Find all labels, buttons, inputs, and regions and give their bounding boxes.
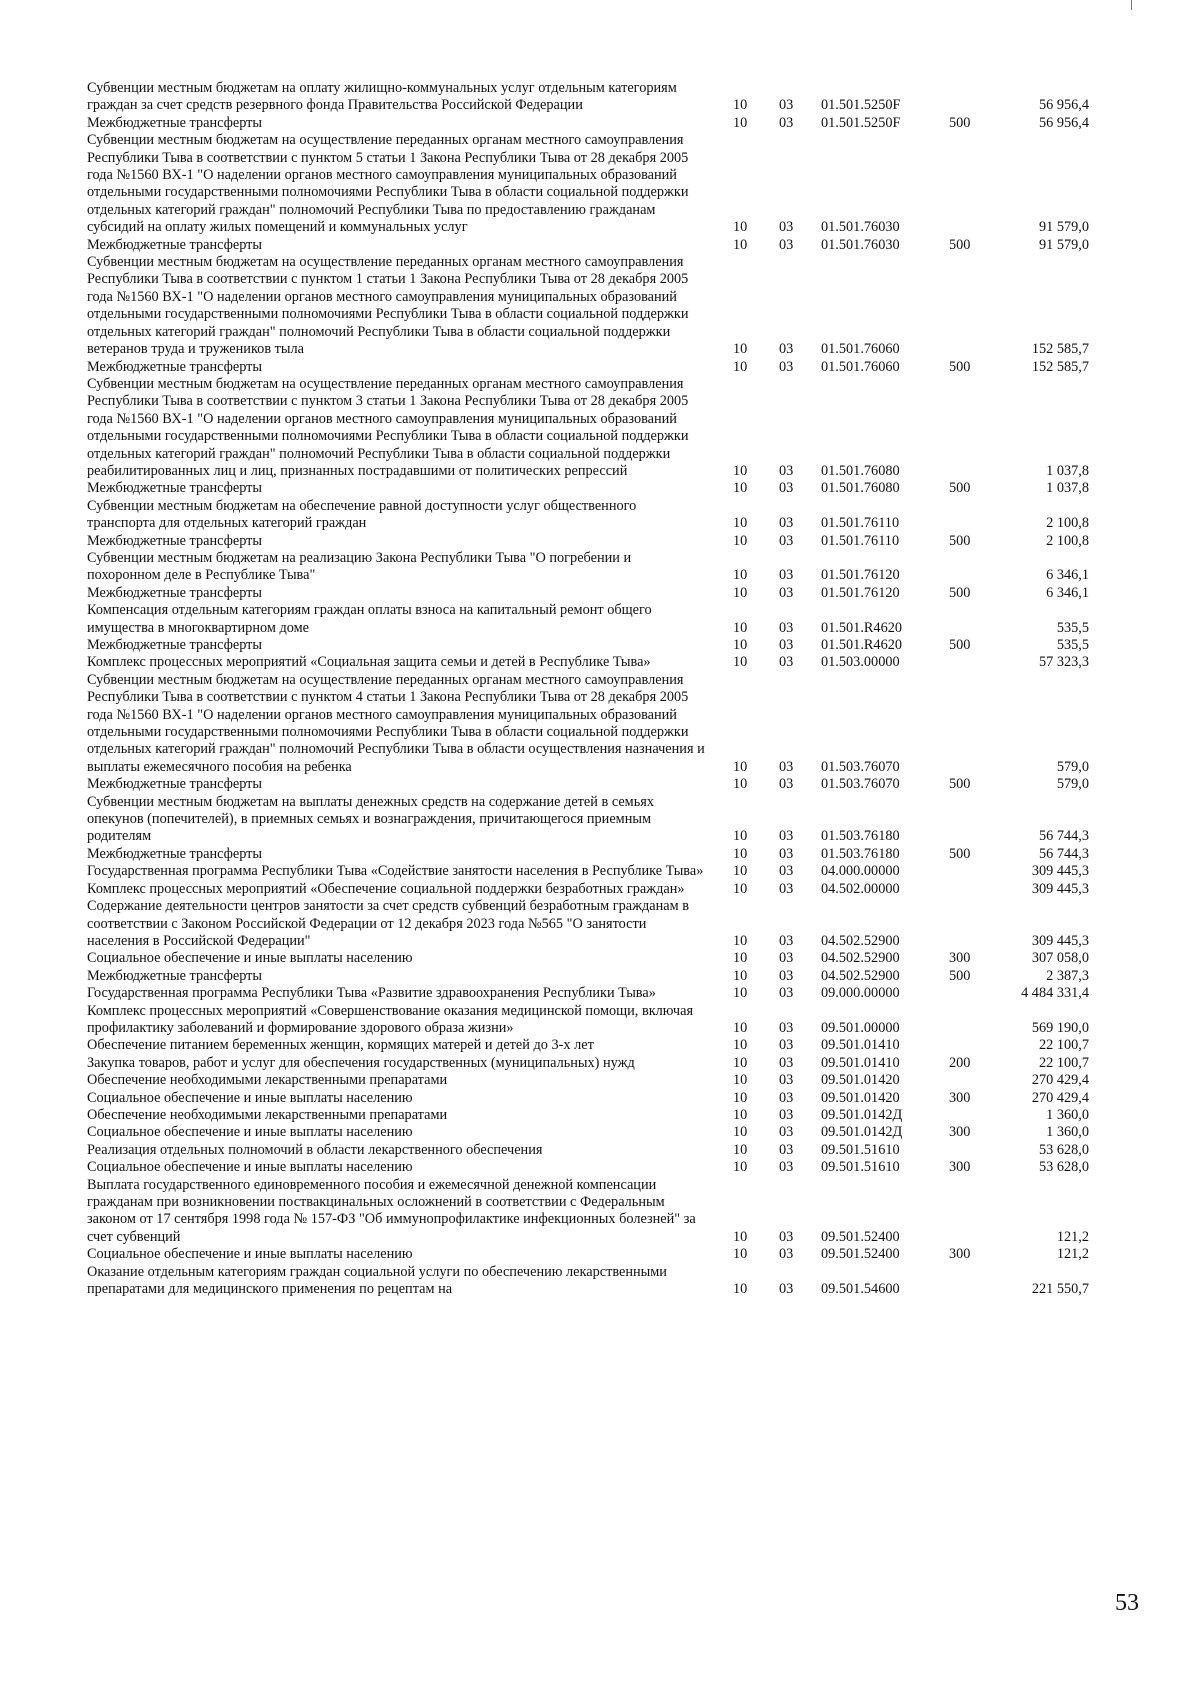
- amount: 22 100,7: [1038, 1054, 1089, 1071]
- row-description: Субвенции местным бюджетам на реализацию Закона Республики Тыва "О погребении и похоронном деле в Республике Тыва": [87, 549, 632, 584]
- amount: 1 037,8: [1046, 462, 1089, 479]
- subsection-code: 03: [779, 776, 794, 793]
- target-article-code: 09.501.54600: [821, 1281, 900, 1298]
- subsection-code: 03: [779, 1019, 794, 1036]
- row-description: Межбюджетные трансферты: [87, 480, 263, 497]
- row-description: Оказание отдельным категориям граждан социальной услуги по обеспечению лекарственными препаратами для медицинского применения по рецептам на: [87, 1263, 667, 1298]
- target-article-code: 09.000.00000: [821, 985, 900, 1002]
- amount: 121,2: [1056, 1246, 1089, 1263]
- row-description: Межбюджетные трансферты: [87, 637, 263, 653]
- table-row: [87, 950, 1127, 967]
- section-code: 10: [733, 1072, 748, 1089]
- section-code: 10: [733, 1019, 748, 1036]
- section-code: 10: [733, 1124, 748, 1141]
- budget-table: [87, 80, 1127, 1298]
- row-description: Комплекс процессных мероприятий «Обеспечение социальной поддержки безработных граждан»: [87, 880, 685, 897]
- section-code: 10: [733, 863, 748, 880]
- section-code: 10: [733, 114, 748, 131]
- subsection-code: 03: [779, 985, 794, 1002]
- amount: 6 346,1: [1046, 584, 1089, 601]
- row-description: Содержание деятельности центров занятости за счет средств субвенций безработным гражданам в соответствии с Законом Российской Федерации от 12 декабря 2023 года №565 "О занятости населения в Российской Федерации": [87, 898, 689, 949]
- subsection-code: 03: [779, 358, 794, 375]
- target-article-code: 01.503.76070: [821, 776, 900, 793]
- row-description: Социальное обеспечение и иные выплаты населению: [87, 1246, 413, 1263]
- subsection-code: 03: [779, 880, 794, 897]
- row-description: Межбюджетные трансферты: [87, 845, 263, 862]
- table-row: [87, 863, 1127, 880]
- target-article-code: 01.501.76110: [821, 515, 900, 532]
- row-description: Компенсация отдельным категориям граждан оплаты взноса на капитальный ремонт общего имущества в многоквартирном доме: [87, 602, 652, 636]
- table-row: [87, 1177, 1127, 1247]
- table-row: [87, 254, 1127, 358]
- scan-edge-mark: [1131, 0, 1132, 10]
- amount: 535,5: [1056, 619, 1089, 636]
- amount: 91 579,0: [1038, 236, 1089, 253]
- subsection-code: 03: [779, 1141, 794, 1158]
- row-description: Межбюджетные трансферты: [87, 584, 263, 601]
- row-description: Социальное обеспечение и иные выплаты населению: [87, 950, 413, 967]
- section-code: 10: [733, 567, 748, 584]
- target-article-code: 01.501.76080: [821, 462, 900, 479]
- subsection-code: 03: [779, 1159, 794, 1176]
- table-row: [87, 1055, 1127, 1072]
- section-code: 10: [733, 758, 748, 775]
- amount: 309 445,3: [1031, 880, 1089, 897]
- table-row: [87, 115, 1127, 132]
- amount: 270 429,4: [1031, 1072, 1089, 1089]
- row-description: Обеспечение питанием беременных женщин, кормящих матерей и детей до 3-х лет: [87, 1037, 594, 1054]
- amount: 309 445,3: [1031, 863, 1089, 880]
- table-row: [87, 1124, 1127, 1141]
- target-article-code: 09.501.0142Д: [821, 1106, 903, 1123]
- expense-type-code: 300: [949, 1124, 971, 1141]
- table-row: [87, 237, 1127, 254]
- expense-type-code: 500: [949, 584, 971, 601]
- expense-type-code: 200: [949, 1054, 971, 1071]
- row-description: Межбюджетные трансферты: [87, 114, 263, 131]
- amount: 121,2: [1056, 1228, 1089, 1245]
- subsection-code: 03: [779, 637, 794, 653]
- row-description: Субвенции местным бюджетам на осуществление переданных органам местного самоуправления Республики Тыва в соответствии с пунктом 5 статьи 1 Закона Республики Тыва от 28 декабря 2005 года №1560 ВХ-1 "О наделении органов местного самоуправления муниципальных образований отдельными государственными полномочиями Республики Тыва в области социальной поддержки отдельных категорий граждан" полномочий Республики Тыва по предоставлению гражданам субсидий на оплату жилых помещений и коммунальных услуг: [87, 132, 689, 236]
- section-code: 10: [733, 637, 748, 653]
- row-description: Реализация отдельных полномочий в области лекарственного обеспечения: [87, 1141, 543, 1158]
- target-article-code: 09.501.01410: [821, 1054, 900, 1071]
- target-article-code: 09.501.01420: [821, 1089, 900, 1106]
- subsection-code: 03: [779, 97, 794, 114]
- target-article-code: 01.501.5250F: [821, 114, 901, 131]
- table-row: [87, 985, 1127, 1002]
- subsection-code: 03: [779, 1281, 794, 1298]
- section-code: 10: [733, 932, 748, 949]
- table-row: [87, 898, 1127, 950]
- subsection-code: 03: [779, 1106, 794, 1123]
- table-row: [87, 776, 1127, 793]
- target-article-code: 09.501.51610: [821, 1141, 900, 1158]
- section-code: 10: [733, 219, 748, 236]
- target-article-code: 04.502.52900: [821, 967, 900, 984]
- row-description: Комплекс процессных мероприятий «Социальная защита семьи и детей в Республике Тыва»: [87, 654, 651, 671]
- table-row: [87, 1246, 1127, 1263]
- table-row: [87, 1037, 1127, 1054]
- subsection-code: 03: [779, 619, 794, 636]
- subsection-code: 03: [779, 828, 794, 845]
- target-article-code: 01.501.R4620: [821, 637, 903, 653]
- table-row: [87, 498, 1127, 533]
- target-article-code: 01.501.76110: [821, 532, 900, 549]
- amount: 309 445,3: [1031, 932, 1089, 949]
- table-row: [87, 359, 1127, 376]
- target-article-code: 01.501.76080: [821, 480, 900, 497]
- section-code: 10: [733, 654, 748, 671]
- row-description: Государственная программа Республики Тыва «Содействие занятости населения в Республике Тыва»: [87, 863, 704, 880]
- amount: 307 058,0: [1031, 950, 1089, 967]
- table-row: [87, 1003, 1127, 1038]
- target-article-code: 09.501.52400: [821, 1246, 900, 1263]
- table-row: [87, 881, 1127, 898]
- row-description: Социальное обеспечение и иные выплаты населению: [87, 1124, 413, 1141]
- target-article-code: 01.503.76180: [821, 845, 900, 862]
- table-row: [87, 1264, 1127, 1299]
- target-article-code: 09.501.00000: [821, 1019, 900, 1036]
- amount: 91 579,0: [1038, 219, 1089, 236]
- subsection-code: 03: [779, 1037, 794, 1054]
- section-code: 10: [733, 950, 748, 967]
- section-code: 10: [733, 880, 748, 897]
- table-row: [87, 846, 1127, 863]
- section-code: 10: [733, 97, 748, 114]
- row-description: Субвенции местным бюджетам на осуществление переданных органам местного самоуправления Республики Тыва в соответствии с пунктом 1 статьи 1 Закона Республики Тыва от 28 декабря 2005 года №1560 ВХ-1 "О наделении органов местного самоуправления муниципальных образований отдельными государственными полномочиями Республики Тыва в области социальной поддержки отдельных категорий граждан" полномочий Республики Тыва в области социальной поддержки ветеранов труда и тружеников тыла: [87, 254, 689, 358]
- amount: 56 956,4: [1038, 114, 1089, 131]
- subsection-code: 03: [779, 1089, 794, 1106]
- expense-type-code: 300: [949, 1089, 971, 1106]
- target-article-code: 01.503.76070: [821, 758, 900, 775]
- section-code: 10: [733, 1141, 748, 1158]
- amount: 53 628,0: [1038, 1159, 1089, 1176]
- page-number: 53: [1115, 1590, 1139, 1616]
- amount: 4 484 331,4: [1021, 985, 1089, 1002]
- subsection-code: 03: [779, 1072, 794, 1089]
- section-code: 10: [733, 967, 748, 984]
- row-description: Социальное обеспечение и иные выплаты населению: [87, 1159, 413, 1176]
- subsection-code: 03: [779, 236, 794, 253]
- table-row: [87, 550, 1127, 585]
- row-description: Закупка товаров, работ и услуг для обеспечения государственных (муниципальных) нужд: [87, 1054, 635, 1071]
- table-row: [87, 968, 1127, 985]
- section-code: 10: [733, 776, 748, 793]
- expense-type-code: 500: [949, 532, 971, 549]
- amount: 56 744,3: [1038, 828, 1089, 845]
- row-description: Государственная программа Республики Тыва «Развитие здравоохранения Республики Тыва»: [87, 985, 656, 1002]
- subsection-code: 03: [779, 219, 794, 236]
- table-row: [87, 80, 1127, 115]
- expense-type-code: 500: [949, 776, 971, 793]
- target-article-code: 09.501.01420: [821, 1072, 900, 1089]
- section-code: 10: [733, 1106, 748, 1123]
- table-row: [87, 376, 1127, 480]
- amount: 53 628,0: [1038, 1141, 1089, 1158]
- section-code: 10: [733, 462, 748, 479]
- amount: 57 323,3: [1038, 654, 1089, 671]
- subsection-code: 03: [779, 114, 794, 131]
- amount: 56 956,4: [1038, 97, 1089, 114]
- section-code: 10: [733, 584, 748, 601]
- target-article-code: 01.501.76060: [821, 358, 900, 375]
- amount: 579,0: [1056, 776, 1089, 793]
- expense-type-code: 500: [949, 114, 971, 131]
- amount: 2 100,8: [1046, 532, 1089, 549]
- section-code: 10: [733, 1089, 748, 1106]
- section-code: 10: [733, 985, 748, 1002]
- subsection-code: 03: [779, 863, 794, 880]
- target-article-code: 09.501.51610: [821, 1159, 900, 1176]
- target-article-code: 04.502.52900: [821, 950, 900, 967]
- expense-type-code: 300: [949, 1246, 971, 1263]
- row-description: Межбюджетные трансферты: [87, 776, 263, 793]
- row-description: Межбюджетные трансферты: [87, 532, 263, 549]
- amount: 56 744,3: [1038, 845, 1089, 862]
- subsection-code: 03: [779, 515, 794, 532]
- target-article-code: 01.503.00000: [821, 654, 900, 671]
- target-article-code: 01.501.R4620: [821, 619, 903, 636]
- amount: 1 360,0: [1046, 1124, 1089, 1141]
- section-code: 10: [733, 619, 748, 636]
- table-row: [87, 672, 1127, 776]
- expense-type-code: 300: [949, 1159, 971, 1176]
- subsection-code: 03: [779, 462, 794, 479]
- row-description: Межбюджетные трансферты: [87, 236, 263, 253]
- target-article-code: 01.501.76060: [821, 341, 900, 358]
- section-code: 10: [733, 532, 748, 549]
- amount: 579,0: [1056, 758, 1089, 775]
- amount: 152 585,7: [1031, 341, 1089, 358]
- section-code: 10: [733, 1228, 748, 1245]
- table-row: [87, 1090, 1127, 1107]
- target-article-code: 09.501.52400: [821, 1228, 900, 1245]
- subsection-code: 03: [779, 341, 794, 358]
- row-description: Межбюджетные трансферты: [87, 967, 263, 984]
- table-row: [87, 585, 1127, 602]
- section-code: 10: [733, 515, 748, 532]
- subsection-code: 03: [779, 950, 794, 967]
- target-article-code: 04.502.52900: [821, 932, 900, 949]
- amount: 1 037,8: [1046, 480, 1089, 497]
- amount: 6 346,1: [1046, 567, 1089, 584]
- subsection-code: 03: [779, 480, 794, 497]
- section-code: 10: [733, 1054, 748, 1071]
- target-article-code: 01.503.76180: [821, 828, 900, 845]
- row-description: Обеспечение необходимыми лекарственными препаратами: [87, 1106, 448, 1123]
- table-row: [87, 637, 1127, 654]
- row-description: Социальное обеспечение и иные выплаты населению: [87, 1089, 413, 1106]
- amount: 22 100,7: [1038, 1037, 1089, 1054]
- amount: 221 550,7: [1031, 1281, 1089, 1298]
- row-description: Межбюджетные трансферты: [87, 358, 263, 375]
- row-description: Обеспечение необходимыми лекарственными препаратами: [87, 1072, 448, 1089]
- table-row: [87, 794, 1127, 846]
- subsection-code: 03: [779, 1228, 794, 1245]
- section-code: 10: [733, 1246, 748, 1263]
- section-code: 10: [733, 236, 748, 253]
- section-code: 10: [733, 358, 748, 375]
- expense-type-code: 300: [949, 950, 971, 967]
- section-code: 10: [733, 828, 748, 845]
- target-article-code: 01.501.76030: [821, 236, 900, 253]
- table-row: [87, 1142, 1127, 1159]
- target-article-code: 01.501.76030: [821, 219, 900, 236]
- section-code: 10: [733, 341, 748, 358]
- table-row: [87, 654, 1127, 671]
- subsection-code: 03: [779, 1246, 794, 1263]
- subsection-code: 03: [779, 1054, 794, 1071]
- subsection-code: 03: [779, 654, 794, 671]
- row-description: Субвенции местным бюджетам на оплату жилищно-коммунальных услуг отдельным категориям граждан за счет средств резервного фонда Правительства Российской Федерации: [87, 80, 677, 114]
- amount: 2 100,8: [1046, 515, 1089, 532]
- amount: 2 387,3: [1046, 967, 1089, 984]
- row-description: Выплата государственного единовременного пособия и ежемесячной денежной компенсации гражданам при возникновении поствакцинальных осложнений в соответствии с Федеральным законом от 17 сентября 1998 года № 157-ФЗ "Об иммунопрофилактике инфекционных болезней" за счет субвенций: [87, 1176, 696, 1245]
- expense-type-code: 500: [949, 967, 971, 984]
- target-article-code: 09.501.01410: [821, 1037, 900, 1054]
- expense-type-code: 500: [949, 845, 971, 862]
- row-description: Субвенции местным бюджетам на обеспечение равной доступности услуг общественного транспорта для отдельных категорий граждан: [87, 497, 637, 532]
- amount: 535,5: [1056, 637, 1089, 653]
- target-article-code: 01.501.5250F: [821, 97, 901, 114]
- table-row: [87, 480, 1127, 497]
- row-description: Субвенции местным бюджетам на осуществление переданных органам местного самоуправления Республики Тыва в соответствии с пунктом 4 статьи 1 Закона Республики Тыва от 28 декабря 2005 года №1560 ВХ-1 "О наделении органов местного самоуправления муниципальных образований отдельными государственными полномочиями Республики Тыва в области социальной поддержки отдельных категорий граждан" полномочий Республики Тыва в области осуществления назначения и выплаты ежемесячного пособия на ребенка: [87, 671, 705, 775]
- target-article-code: 09.501.0142Д: [821, 1124, 903, 1141]
- row-description: Субвенции местным бюджетам на осуществление переданных органам местного самоуправления Республики Тыва в соответствии с пунктом 3 статьи 1 Закона Республики Тыва от 28 декабря 2005 года №1560 ВХ-1 "О наделении органов местного самоуправления муниципальных образований отдельными государственными полномочиями Республики Тыва в области социальной поддержки отдельных категорий граждан" полномочий Республики Тыва в области социальной поддержки реабилитированных лиц и лиц, признанных пострадавшими от политических репрессий: [87, 375, 689, 479]
- table-row: [87, 1072, 1127, 1089]
- subsection-code: 03: [779, 532, 794, 549]
- target-article-code: 04.502.00000: [821, 880, 900, 897]
- target-article-code: 01.501.76120: [821, 584, 900, 601]
- row-description: Субвенции местным бюджетам на выплаты денежных средств на содержание детей в семьях опекунов (попечителей), в приемных семьях и вознаграждения, причитающегося приемным родителям: [87, 793, 654, 845]
- expense-type-code: 500: [949, 480, 971, 497]
- expense-type-code: 500: [949, 358, 971, 375]
- subsection-code: 03: [779, 584, 794, 601]
- table-row: [87, 1159, 1127, 1176]
- table-row: [87, 1107, 1127, 1124]
- section-code: 10: [733, 845, 748, 862]
- section-code: 10: [733, 1159, 748, 1176]
- table-row: [87, 132, 1127, 236]
- table-row: [87, 602, 1127, 637]
- subsection-code: 03: [779, 845, 794, 862]
- expense-type-code: 500: [949, 236, 971, 253]
- subsection-code: 03: [779, 967, 794, 984]
- table-row: [87, 533, 1127, 550]
- section-code: 10: [733, 1281, 748, 1298]
- row-description: Комплекс процессных мероприятий «Совершенствование оказания медицинской помощи, включая профилактику заболеваний и формирование здорового образа жизни»: [87, 1002, 694, 1036]
- target-article-code: 01.501.76120: [821, 567, 900, 584]
- amount: 1 360,0: [1046, 1106, 1089, 1123]
- amount: 569 190,0: [1031, 1019, 1089, 1036]
- expense-type-code: 500: [949, 637, 971, 653]
- subsection-code: 03: [779, 1124, 794, 1141]
- subsection-code: 03: [779, 932, 794, 949]
- subsection-code: 03: [779, 567, 794, 584]
- section-code: 10: [733, 1037, 748, 1054]
- amount: 152 585,7: [1031, 358, 1089, 375]
- section-code: 10: [733, 480, 748, 497]
- target-article-code: 04.000.00000: [821, 863, 900, 880]
- subsection-code: 03: [779, 758, 794, 775]
- amount: 270 429,4: [1031, 1089, 1089, 1106]
